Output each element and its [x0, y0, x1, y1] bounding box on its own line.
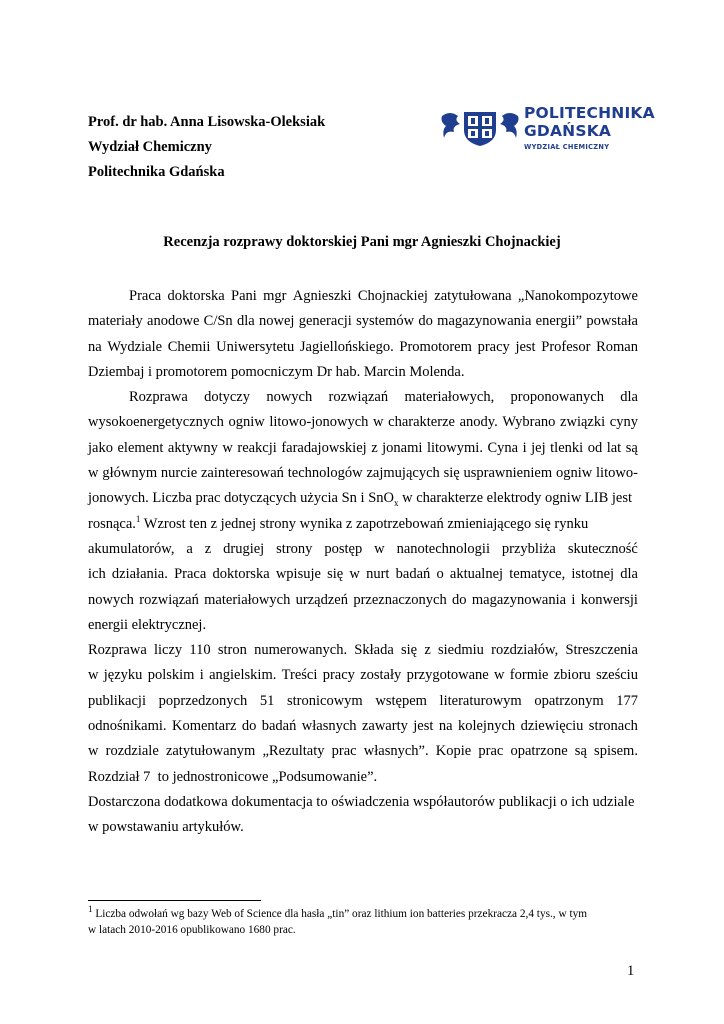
page-number: 1: [627, 963, 635, 979]
footnote-line2: w latach 2010-2016 opublikowano 1680 prac.: [88, 924, 296, 936]
author-university: Politechnika Gdańska: [88, 164, 225, 180]
body-line: na Wydziale Chemii Uniwersytetu Jagiellońskiego. Promotorem pracy jest Profesor Roman: [88, 338, 638, 355]
body-line: Rozprawa dotyczy nowych rozwiązań materiałowych, proponowanych dla: [129, 389, 638, 406]
body-line: akumulatorów, a z drugiej strony postęp w nanotechnologii przybliża skuteczność: [88, 540, 638, 557]
body-line: w języku polskim i angielskim. Treści pracy zostały przygotowane w formie zbioru sześciu: [88, 667, 638, 684]
body-line: w powstawaniu artykułów.: [88, 819, 244, 836]
body-line: jako element aktywny w reakcji faradajowskiej z jonami litowymi. Cyna i jej tlenki od lat są: [88, 439, 638, 456]
footnote: [88, 906, 638, 938]
body-line: Praca doktorska Pani mgr Agnieszki Chojnackiej zatytułowana „Nanokompozytowe: [129, 288, 638, 304]
body-line: energii elektrycznej.: [88, 616, 207, 633]
body-line: w głównym nurcie zainteresowań technologów zajmujących się usprawnieniem ogniw litowo-: [88, 465, 638, 482]
body-line: w rozdziale zatytułowanym „Rezultaty prac własnych”. Kopie prac opatrzone są spisem.: [88, 743, 638, 760]
footnote-number: 1: [88, 904, 93, 915]
body-line: publikacji poprzedzonych 51 stronicowym wstępem literaturowym opatrzonym 177: [88, 692, 638, 709]
author-department: Wydział Chemiczny: [88, 139, 212, 155]
footnote-ref: 1: [135, 513, 141, 524]
body-line: ich działania. Praca doktorska wpisuje się w nurt badań o aktualnej tematyce, istotnej dla: [88, 566, 638, 583]
footnote-divider: [88, 900, 261, 901]
logo-text: [524, 104, 655, 151]
body-line: Dostarczona dodatkowa dokumentacja to oświadczenia współautorów publikacji o ich udziale: [88, 793, 635, 810]
review-title: Recenzja rozprawy doktorskiej Pani mgr Agnieszki Chojnackiej: [163, 234, 561, 250]
crest-icon: [440, 108, 520, 148]
author-name: Prof. dr hab. Anna Lisowska-Oleksiak: [88, 114, 326, 130]
review-body: [88, 284, 638, 841]
body-line: Dziembaj i promotorem pomocniczym Dr hab. Marcin Molenda.: [88, 363, 465, 380]
body-line: rosnąca.$^1$ Wzrost ten z jednej strony wynika z zapotrzebowań zmieniającego się rynku: [88, 513, 589, 532]
body-line: nowych rozwiązań materiałowych urządzeń przeznaczonych do magazynowania i konwersji: [88, 591, 638, 608]
university-logo: [440, 104, 655, 160]
logo-title-line1: POLITECHNIKA: [524, 104, 655, 122]
body-line: jonowych. Liczba prac dotyczących użycia Sn i SnO$_x$ w charakterze elektrody ogniw LIB jest: [88, 490, 633, 509]
body-line: Rozdział 7 to jednostronicowe „Podsumowanie”.: [88, 768, 378, 785]
body-line: materiały anodowe C/Sn dla nowej generacji systemów do magazynowania energii” powstała: [88, 313, 638, 330]
body-line: odnośnikami. Komentarz do badań własnych zawarty jest na kolejnych dziewięciu stronach: [88, 718, 638, 735]
logo-subtitle: WYDZIAŁ CHEMICZNY: [524, 143, 610, 151]
author-block: [88, 110, 325, 185]
body-line: Rozprawa liczy 110 stron numerowanych. Składa się z siedmiu rozdziałów, Streszczenia: [88, 642, 638, 659]
logo-title-line2: GDAŃSKA: [524, 122, 612, 140]
body-line: wysokoenergetycznych ogniw litowo-jonowych w charakterze anody. Wybrano związki cyny: [88, 414, 638, 431]
footnote-line1: Liczba odwołań wg bazy Web of Science dla hasła „tin” oraz lithium ion batteries przekracza 2,4 tys., w tym: [92, 908, 588, 920]
